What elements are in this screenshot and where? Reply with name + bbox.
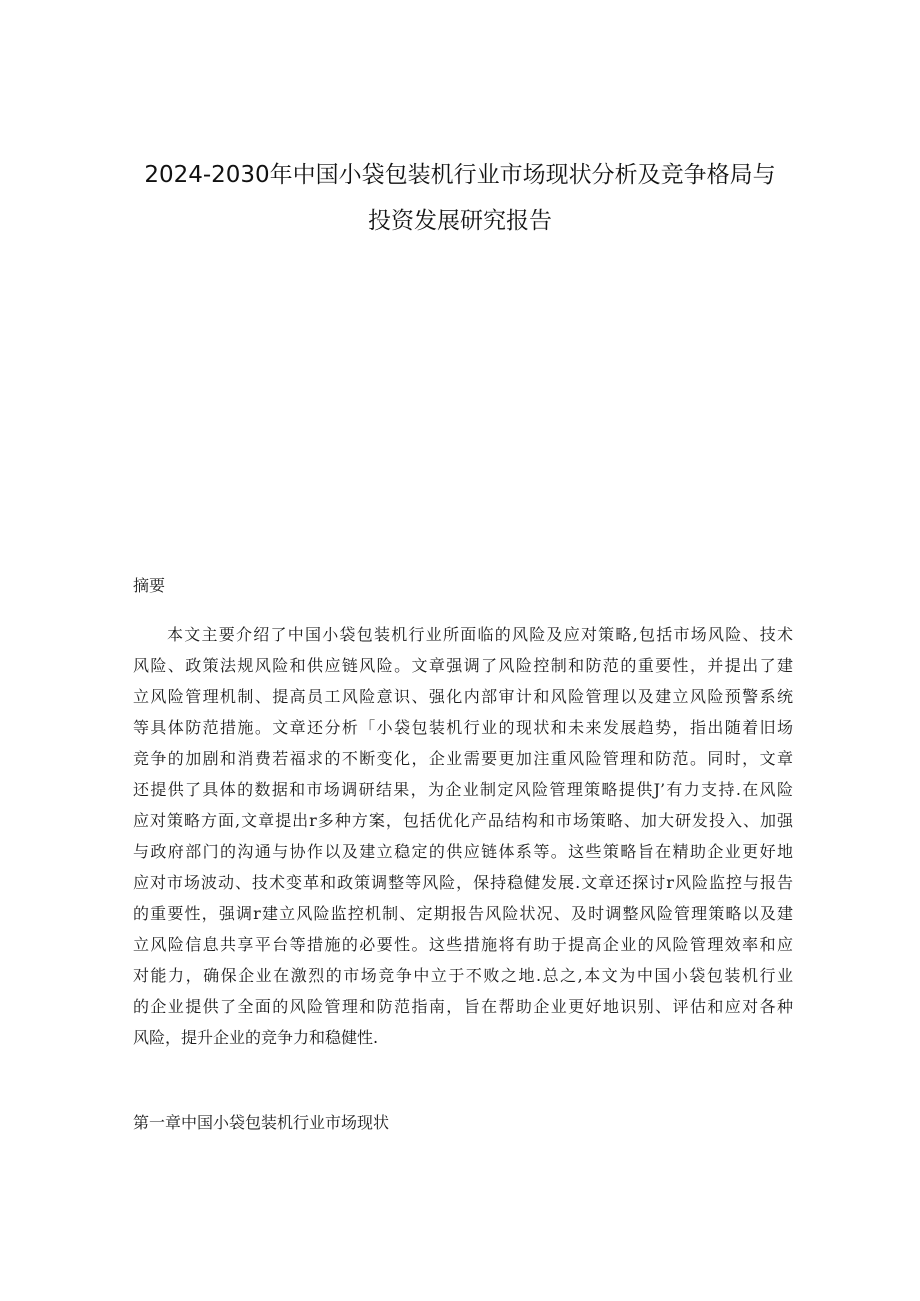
abstract-line: 等具体防范措施。文章还分析「小袋包装机行业的现状和未来发展趋势，指出随着旧场 <box>133 718 793 737</box>
abstract-paragraph <box>133 619 793 1053</box>
abstract-line: 竞争的加剧和消费若福求的不断变化，企业需要更加注重风险管理和防范。同时，文章 <box>133 749 793 768</box>
report-title-line-2: 投资发展研究报告 <box>368 208 552 234</box>
abstract-line: 与政府部门的沟通与协作以及建立稳定的供应链体系等。这些策略旨在精助企业更好地 <box>133 842 793 861</box>
abstract-line: 应对策略方面,文章提出r多种方案，包括优化产品结构和市场策略、加大研发投入、加强 <box>133 811 793 830</box>
abstract-line: 本文主要介绍了中国小袋包装机行业所面临的风险及应对策略,包括市场风险、技术 <box>167 625 793 644</box>
abstract-heading: 摘要 <box>133 576 166 595</box>
abstract-line: 风险，提升企业的竞争力和稳健性. <box>133 1028 379 1047</box>
abstract-line: 的重要性，强调r建立风险监控机制、定期报告风险状况、及时调整风险管理策略以及建 <box>133 904 793 923</box>
abstract-line: 风险、政策法规风险和供应链风险。文章强调了风险控制和防范的重要性，并提出了建 <box>133 656 793 675</box>
abstract-line: 的企业提供了全面的风险管理和防范指南，旨在帮助企业更好地识别、评估和应对各种 <box>133 997 793 1016</box>
chapter-heading: 第一章中国小袋包装机行业市场现状 <box>133 1113 390 1132</box>
abstract-line: 还提供了具体的数据和市场调研结果，为企业制定风险管理策略提供J’有力支持.在风险 <box>133 780 793 799</box>
report-title <box>60 152 860 244</box>
abstract-line: 立风险信息共享平台等措施的必要性。这些措施将有助于提高企业的风险管理效率和应 <box>133 935 793 954</box>
abstract-line: 对能力，确保企业在激烈的市场竞争中立于不败之地.总之,本文为中国小袋包装机行业 <box>133 966 793 985</box>
abstract-line: 应对市场波动、技术变革和政策调整等风险，保持稳健发展.文章还探讨r风险监控与报告 <box>133 873 793 892</box>
report-title-line-1: 2024-2030年中国小袋包装机行业市场现状分析及竞争格局与 <box>144 162 776 188</box>
abstract-line: 立风险管理机制、提高员工风险意识、强化内部审计和风险管理以及建立风险预警系统 <box>133 687 793 706</box>
